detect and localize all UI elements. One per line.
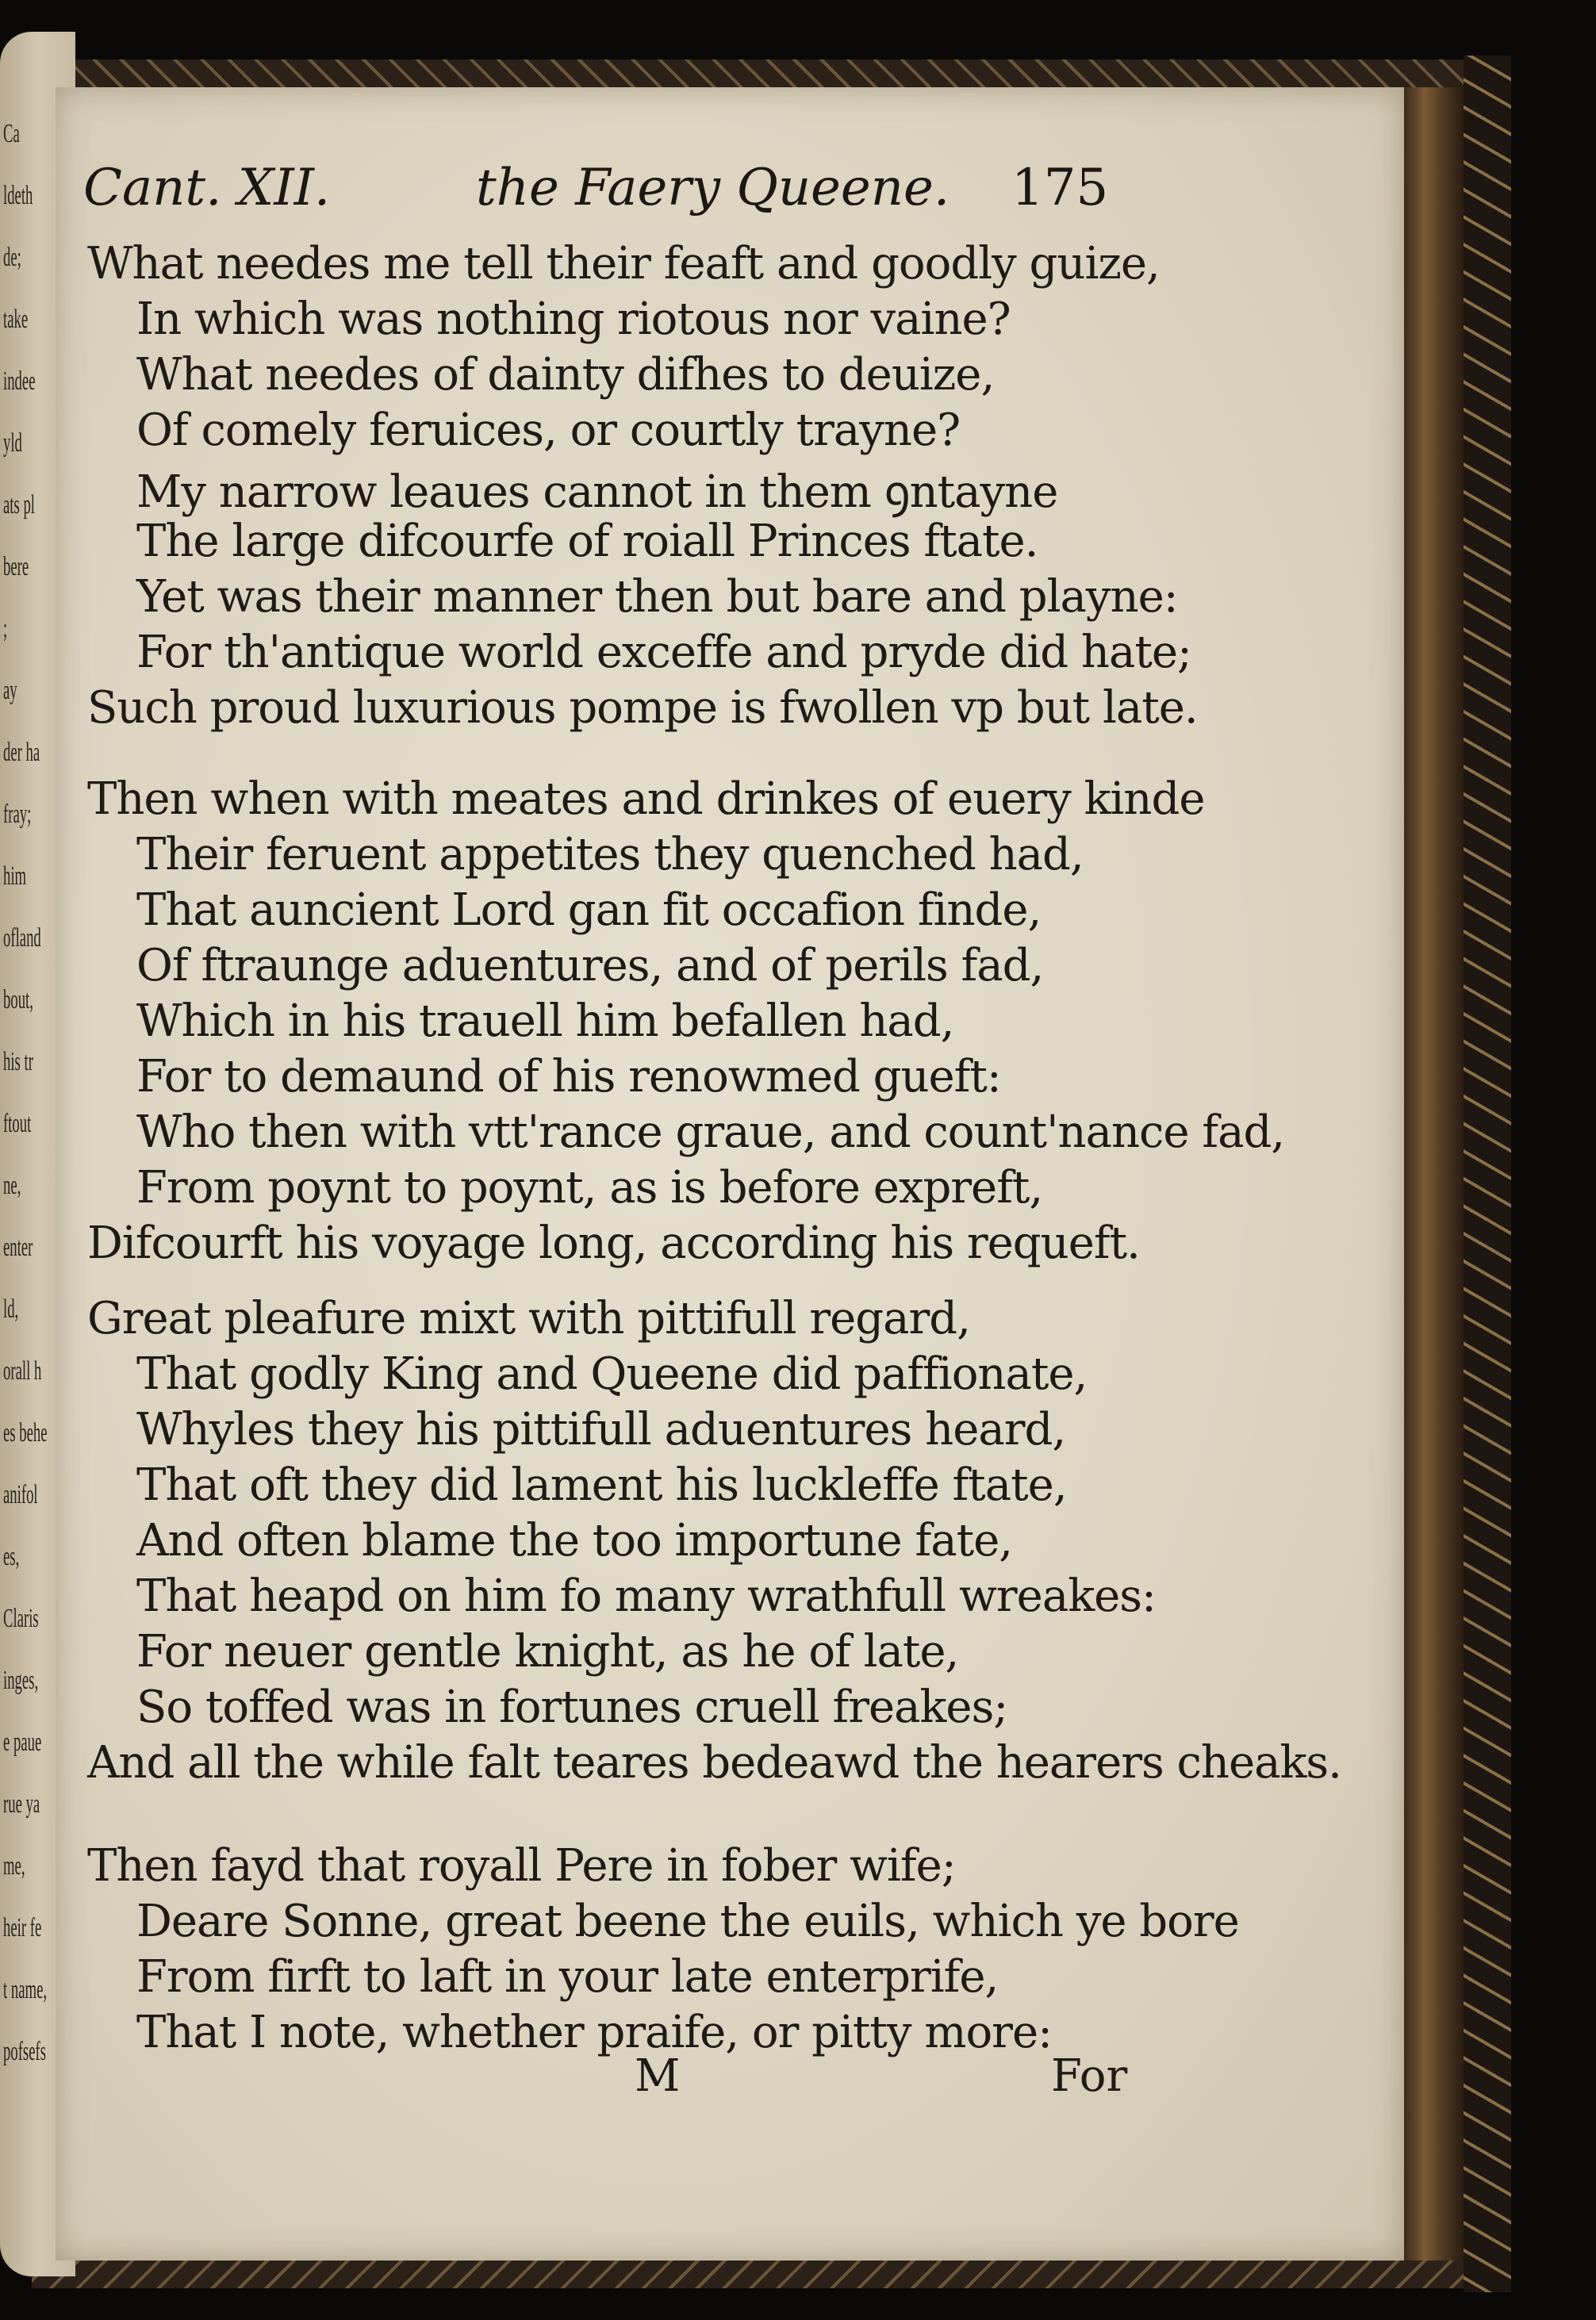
poem-line: What needes me tell their feaft and goodly guize, [87, 238, 1160, 290]
page-fore-edge [1404, 87, 1464, 2261]
poem-line: My narrow leaues cannot in them ꝯntayne [136, 466, 1058, 518]
left-page-fragment: bere [3, 552, 29, 581]
left-page-fragment: ftout [3, 1109, 32, 1138]
poem-line: What needes of dainty difhes to deuize, [136, 349, 995, 401]
left-page-fragment: take [3, 305, 29, 334]
left-page-fragment: ay [3, 676, 17, 705]
left-page-fragment: ldeth [3, 181, 33, 210]
left-page-fragment: heir fe [3, 1913, 42, 1942]
poem-line: Of comely feruices, or courtly trayne? [136, 405, 961, 456]
poem-line: Difcourft his voyage long, according his requeft. [87, 1218, 1140, 1269]
left-page-fragment: Claris [3, 1604, 39, 1633]
running-title: the Faery Queene. [476, 159, 950, 217]
poem-line: For to demaund of his renowmed gueft: [136, 1051, 1001, 1102]
poem-line: And often blame the too importune fate, [136, 1515, 1013, 1566]
left-page-fragment: inges, [3, 1666, 39, 1695]
left-page-fragment: fray; [3, 800, 32, 829]
book-top-edge [32, 59, 1491, 91]
left-page-fragment: enter [3, 1233, 33, 1262]
page-number: 175 [1011, 159, 1109, 217]
catchword: For [1051, 2050, 1128, 2102]
left-page-fragment: yld [3, 428, 22, 458]
left-page-fragment: ats pl [3, 490, 35, 520]
poem-line: Of ftraunge aduentures, and of perils fad, [136, 940, 1044, 991]
left-page-fragment: de; [3, 243, 21, 272]
poem-line: For th'antique world exceffe and pryde did hate; [136, 627, 1191, 678]
left-page-fragment: bout, [3, 985, 33, 1014]
poem-line: Their feruent appetites they quenched had, [136, 829, 1084, 880]
left-page-fragment: me, [3, 1851, 25, 1881]
left-page-fragment: t name, [3, 1975, 48, 2004]
left-page-fragment: Ca [3, 119, 20, 148]
left-page-fragment: rue ya [3, 1789, 40, 1819]
signature-mark: M [635, 2050, 681, 2102]
poem-line: Then when with meates and drinkes of euery kinde [87, 773, 1205, 825]
left-page-fragment: es, [3, 1542, 20, 1571]
poem-line: From firft to laft in your late enterprife, [136, 1951, 999, 2003]
poem-line: Great pleafure mixt with pittifull regard, [87, 1293, 970, 1344]
poem-line: That heapd on him fo many wrathfull wreakes: [136, 1570, 1156, 1622]
canto-heading: Cant. XII. [83, 159, 331, 217]
poem-line: That oft they did lament his luckleffe ftate, [136, 1459, 1067, 1511]
poem-line: That I note, whether praife, or pitty more: [136, 2007, 1052, 2058]
left-page-fragment: him [3, 861, 27, 891]
poem-line: Whyles they his pittifull aduentures heard, [136, 1404, 1066, 1455]
poem-line: For neuer gentle knight, as he of late, [136, 1626, 959, 1678]
poem-line: So toffed was in fortunes cruell freakes; [136, 1682, 1008, 1733]
poem-line: And all the while falt teares bedeawd the hearers cheaks. [87, 1737, 1341, 1789]
poem-line: Such proud luxurious pompe is fwollen vp but late. [87, 682, 1198, 734]
left-page-fragment: his tr [3, 1047, 33, 1076]
left-page-fragment: ; [3, 614, 8, 643]
poem-line: That godly King and Queene did paffionate, [136, 1348, 1088, 1400]
poem-line: Yet was their manner then but bare and playne: [136, 571, 1178, 623]
left-page-fragment: orall h [3, 1356, 42, 1386]
left-page-fragment: pofsefs [3, 2037, 47, 2066]
left-page-fragment: e paue [3, 1728, 42, 1757]
poem-line: Who then with vtt'rance graue, and count'nance fad, [136, 1106, 1285, 1158]
poem-line: From poynt to poynt, as is before expreft, [136, 1162, 1043, 1214]
poem-line: Which in his trauell him befallen had, [136, 995, 954, 1047]
left-page-fragment: der ha [3, 738, 40, 767]
poem-line: Deare Sonne, great beene the euils, which ye bore [136, 1896, 1239, 1947]
left-page-fragment: ld, [3, 1294, 19, 1324]
book-binding [1464, 56, 1511, 2292]
left-page-fragment: ne, [3, 1171, 21, 1200]
book-bottom-edge [32, 2261, 1491, 2288]
poem-line: Then fayd that royall Pere in fober wife; [87, 1840, 956, 1892]
poem-line: In which was nothing riotous nor vaine? [136, 293, 1011, 345]
left-page-fragment: es behe [3, 1418, 48, 1448]
left-page-fragment: anifol [3, 1480, 38, 1509]
poem-line: The large difcourfe of roiall Princes ftate. [136, 516, 1038, 567]
left-page-fragment: ofland [3, 923, 41, 953]
left-page-fragment: indee [3, 366, 36, 396]
poem-line: That auncient Lord gan fit occafion finde, [136, 884, 1042, 936]
